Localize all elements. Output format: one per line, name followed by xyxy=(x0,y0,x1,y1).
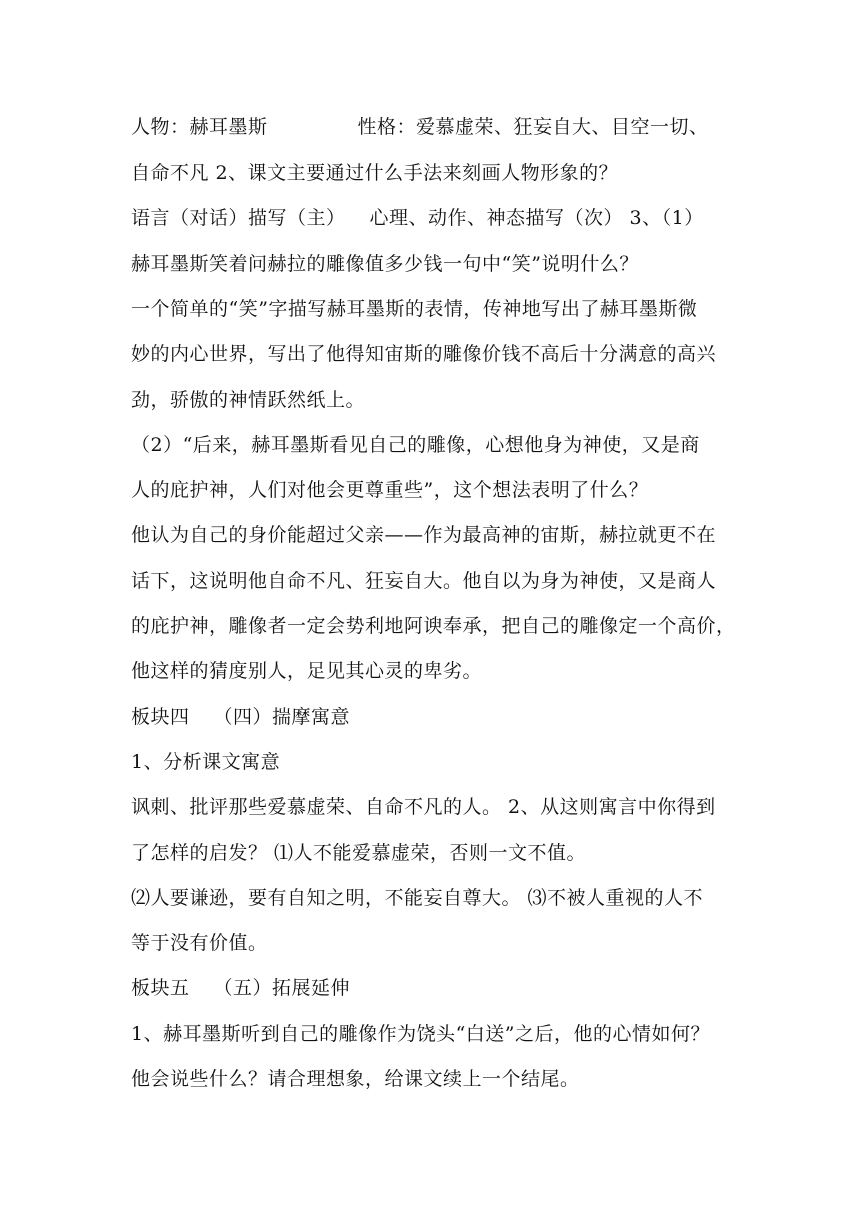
text-line: ⑵人要谦逊，要有自知之明，不能妄自尊大。 ⑶不被人重视的人不 xyxy=(131,887,704,909)
text-line: 他会说些什么？请合理想象，给课文续上一个结尾。 xyxy=(131,1068,580,1090)
text-line: 1、赫耳墨斯听到自己的雕像作为饶头“白送”之后，他的心情如何？ xyxy=(131,1023,711,1045)
section-heading: 板块四 （四）揣摩寓意 xyxy=(131,706,351,728)
text-line: 1、分析课文寓意 xyxy=(131,751,281,773)
text-line: （2）“后来，赫耳墨斯看见自己的雕像，心想他身为神使，又是商 xyxy=(131,434,700,456)
text-line: 的庇护神，雕像者一定会势利地阿谀奉承，把自己的雕像定一个高价， xyxy=(131,615,736,637)
text-line: 一个简单的“笑”字描写赫耳墨斯的表情，传神地写出了赫耳墨斯微 xyxy=(131,298,698,320)
text-line: 妙的内心世界，写出了他得知宙斯的雕像价钱不高后十分满意的高兴 xyxy=(131,343,717,365)
text-line: 人的庇护神，人们对他会更尊重些”，这个想法表明了什么？ xyxy=(131,479,649,501)
text-line: 讽刺、批评那些爱慕虚荣、自命不凡的人。 2、从这则寓言中你得到 xyxy=(131,796,716,818)
text-line: 了怎样的启发？ ⑴人不能爱慕虚荣，否则一文不值。 xyxy=(131,842,587,864)
section-heading: 板块五 （五）拓展延伸 xyxy=(131,977,351,999)
text-line: 他这样的猜度别人，足见其心灵的卑劣。 xyxy=(131,660,483,682)
text-line: 劲，骄傲的神情跃然纸上。 xyxy=(131,389,366,411)
text-line: 他认为自己的身价能超过父亲——作为最高神的宙斯，赫拉就更不在 xyxy=(131,524,717,546)
text-line: 赫耳墨斯笑着问赫拉的雕像值多少钱一句中“笑”说明什么？ xyxy=(131,253,639,275)
text-line: 语言（对话）描写（主） 心理、动作、神态描写（次） 3、（1） xyxy=(131,207,704,229)
text-line: 自命不凡 2、课文主要通过什么手法来刻画人物形象的？ xyxy=(131,162,619,184)
personality-label: 性格：爱慕虚荣、狂妄自大、目空一切、 xyxy=(357,116,709,138)
text-line: 等于没有价值。 xyxy=(131,932,268,954)
text-line xyxy=(131,114,731,140)
text-line: 话下，这说明他自命不凡、狂妄自大。他自以为身为神使，又是商人 xyxy=(131,570,717,592)
character-label: 人物：赫耳墨斯 xyxy=(131,116,268,138)
